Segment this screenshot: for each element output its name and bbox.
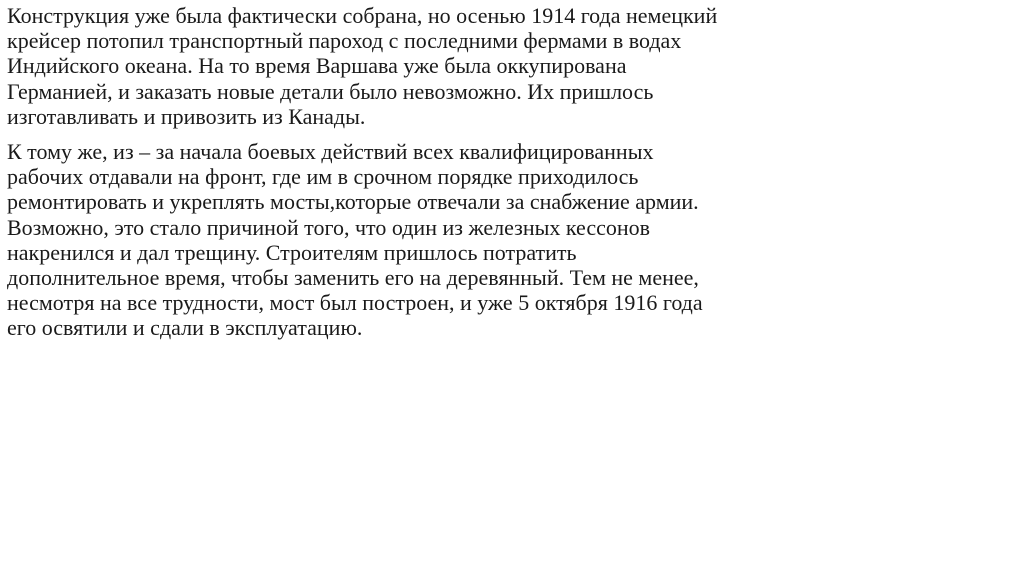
paragraph-line: дополнительное время, чтобы заменить его на деревянный. Тем не менее, (7, 265, 699, 291)
paragraph-line: накренился и дал трещину. Строителям пришлось потратить (7, 239, 577, 265)
paragraph-line: Конструкция уже была фактически собрана, но осенью 1914 года немецкий (7, 3, 718, 28)
paragraph-line: Германией, и заказать новые детали было невозможно. Их пришлось (7, 78, 654, 104)
paragraph-2 (7, 139, 887, 341)
paragraph-line: Индийского океана. На то время Варшава уже была оккупирована (7, 53, 627, 79)
paragraph-line: его освятили и сдали в эксплуатацию. (7, 315, 363, 341)
paragraph-line: ремонтировать и укреплять мосты,которые отвечали за снабжение армии. (7, 189, 699, 215)
paragraph-line: несмотря на все трудности, мост был построен, и уже 5 октября 1916 года (7, 290, 703, 316)
paragraph-line: К тому же, из – за начала боевых действий всех квалифицированных (7, 139, 654, 165)
paragraph-1 (7, 3, 887, 129)
paragraph-line: изготавливать и привозить из Канады. (7, 103, 366, 129)
text-block (7, 3, 887, 341)
paragraph-line: крейсер потопил транспортный пароход с последними фермами в водах (7, 28, 682, 54)
paragraph-line: рабочих отдавали на фронт, где им в срочном порядке приходилось (7, 164, 639, 190)
paragraph-line: Возможно, это стало причиной того, что один из железных кессонов (7, 214, 651, 240)
